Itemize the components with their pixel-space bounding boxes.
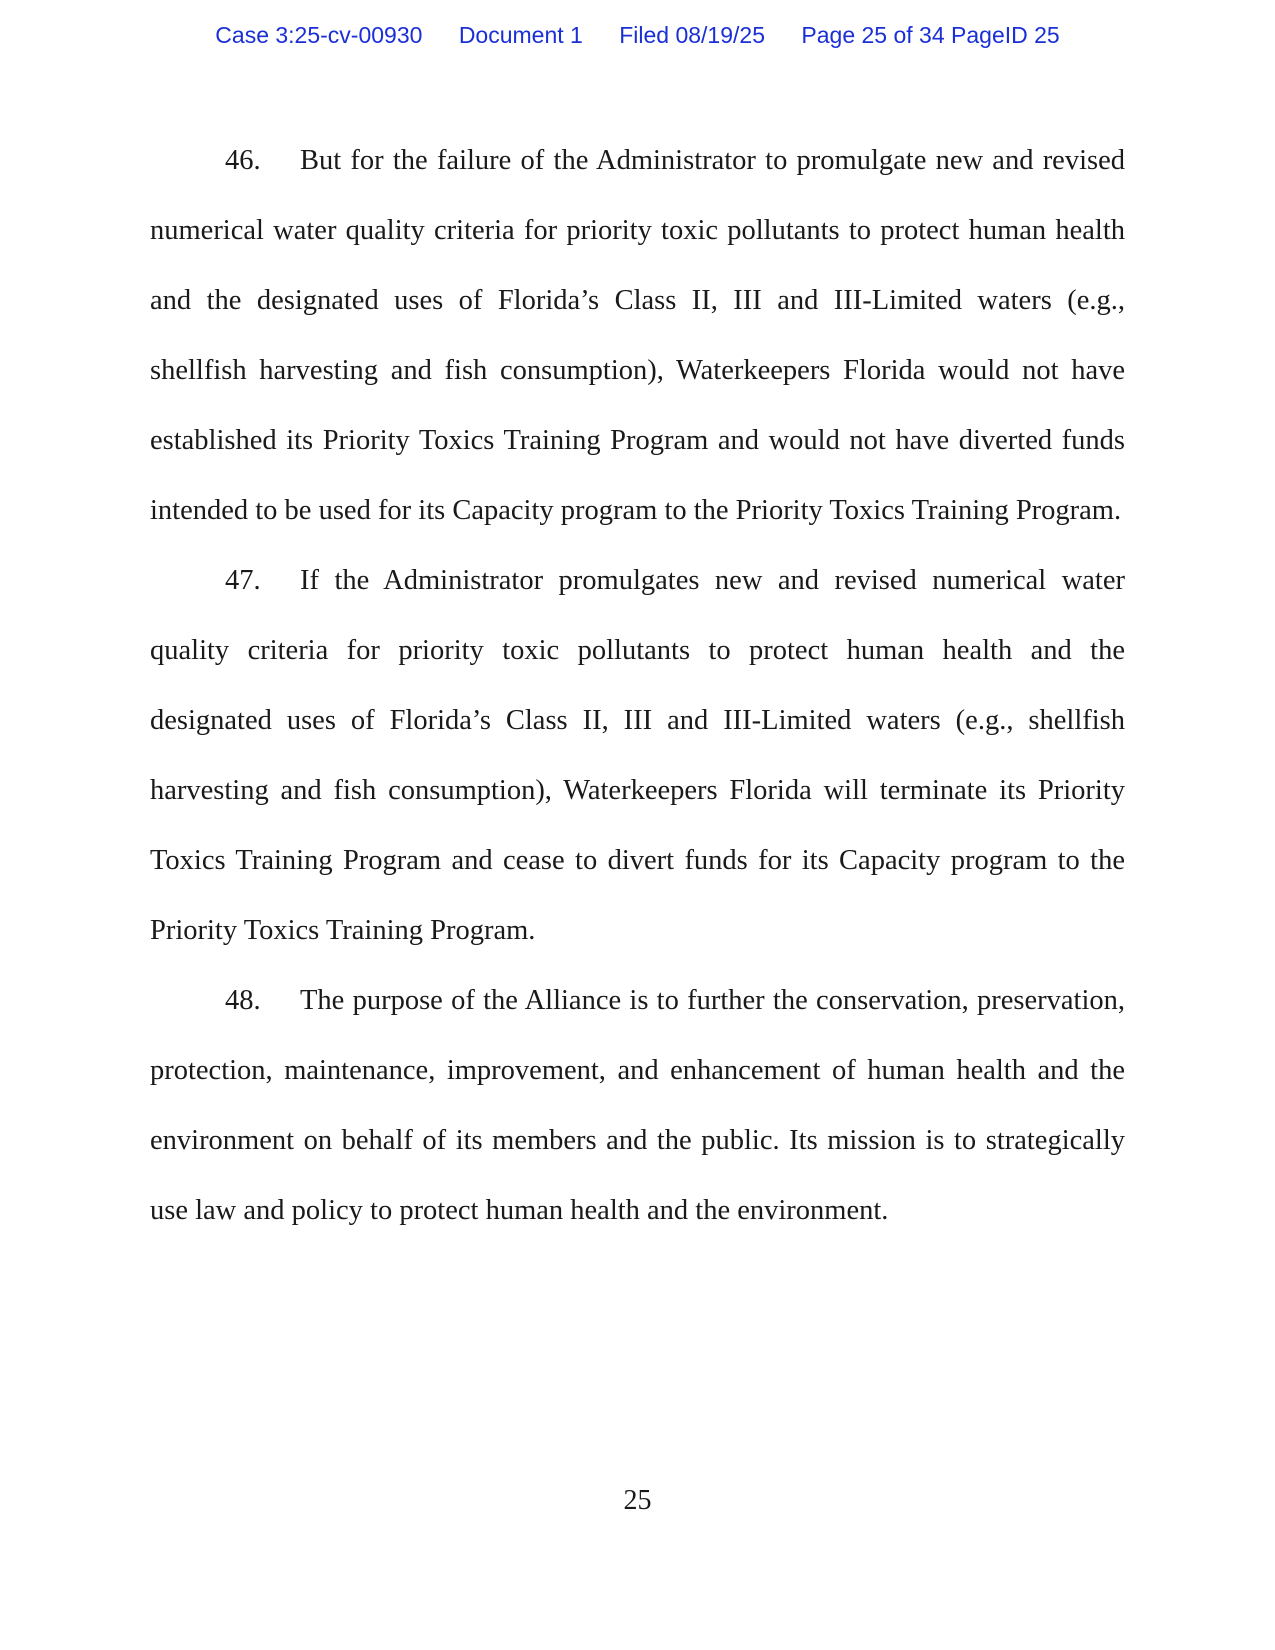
paragraph-text: If the Administrator promulgates new and revised numerical water quality criteria for priority toxic pollutants to protect human health and the designated uses of Florida’s Class II, III and III-Limited waters (e.g., shellfish harvesting and fish consumption), Waterkeepers Florida will terminate its Priority Toxics Training Program and cease to divert funds for its Capacity program to the Priority Toxics Training Program. <box>150 565 1125 946</box>
paragraph-text: The purpose of the Alliance is to further the conservation, preservation, protection, maintenance, improvement, and enhancement of human health and the environment on behalf of its members and the public. Its mission is to strategically use law and policy to protect human health and the environment. <box>150 985 1125 1226</box>
paragraph-number: 47. <box>225 565 261 596</box>
document-body <box>150 126 1125 1246</box>
filed-date: Filed 08/19/25 <box>619 22 765 48</box>
ecf-header-stamp <box>0 22 1275 49</box>
paragraph-text: But for the failure of the Administrator to promulgate new and revised numerical water quality criteria for priority toxic pollutants to protect human health and the designated uses of Florida’s Class II, III and III-Limited waters (e.g., shellfish harvesting and fish consumption), Waterkeepers Florida would not have established its Priority Toxics Training Program and would not have diverted funds intended to be used for its Capacity program to the Priority Toxics Training Program. <box>150 145 1125 526</box>
paragraph-48 <box>150 966 1125 1246</box>
paragraph-47 <box>150 546 1125 966</box>
case-number: Case 3:25-cv-00930 <box>215 22 423 48</box>
paragraph-number: 48. <box>225 985 261 1016</box>
page-id: Page 25 of 34 PageID 25 <box>801 22 1060 48</box>
document-number: Document 1 <box>458 22 583 48</box>
page-number: 25 <box>623 1485 652 1516</box>
paragraph-46 <box>150 126 1125 546</box>
paragraph-number: 46. <box>225 145 261 176</box>
